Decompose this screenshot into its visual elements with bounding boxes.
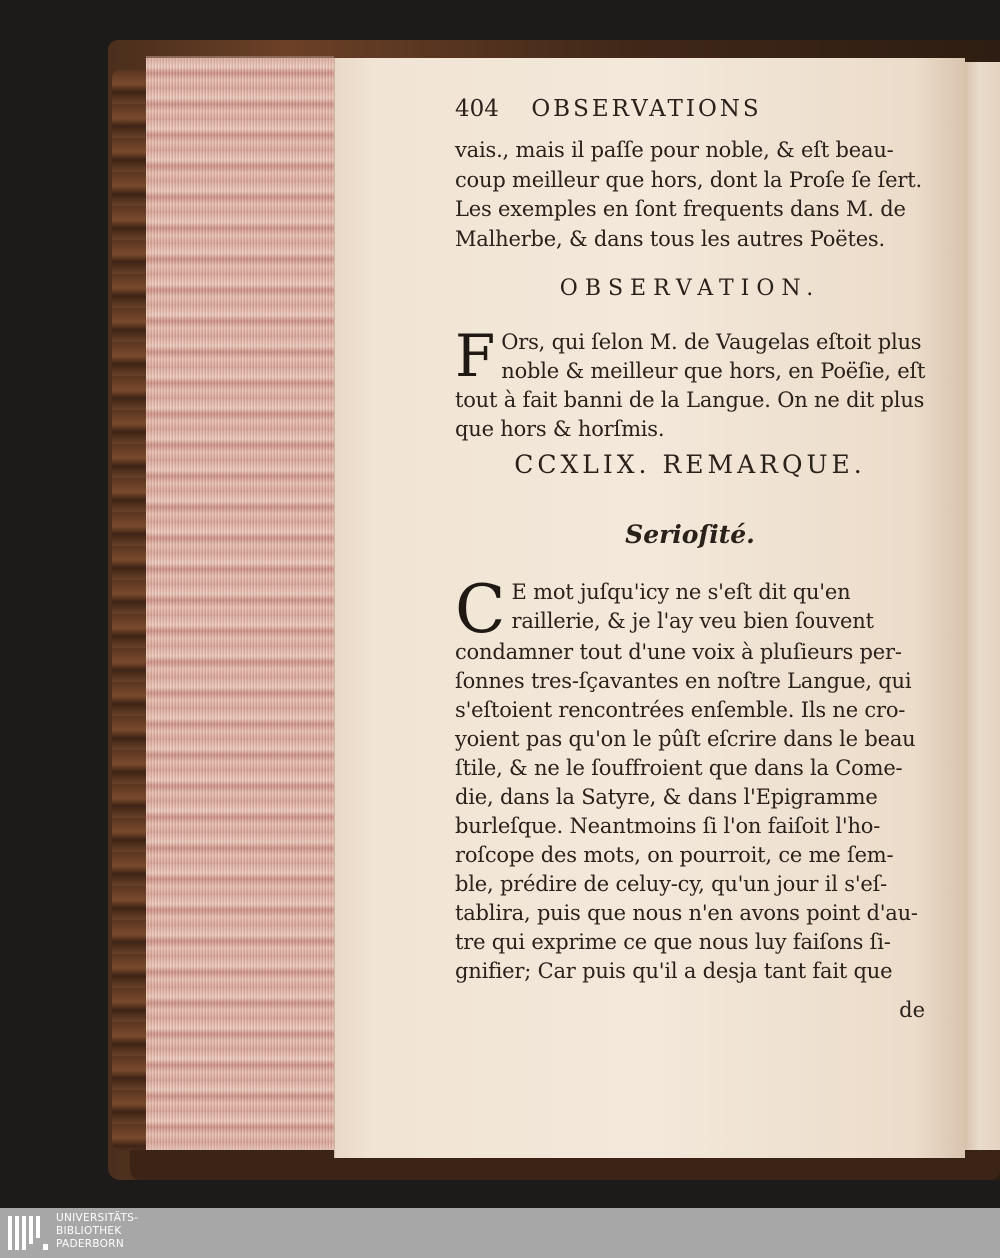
text-line: tout à fait banni de la Langue. On ne dit plus bbox=[455, 388, 925, 412]
text-line: Ors, qui ſelon M. de Vaugelas eſtoit plus bbox=[501, 330, 922, 354]
text-line: ble, prédire de celuy-cy, qu'un jour il s'eſ- bbox=[455, 872, 888, 896]
running-head bbox=[455, 96, 925, 122]
text-line: yoient pas qu'on le pûſt eſcrire dans le beau bbox=[455, 727, 916, 751]
text-line: coup meilleur que hors, dont la Proſe ſe ſert. bbox=[455, 167, 922, 192]
drop-cap: F bbox=[455, 322, 496, 390]
book-page bbox=[334, 58, 965, 1158]
text-line: condamner tout d'une voix à pluſieurs per- bbox=[455, 640, 902, 664]
text-line: que hors & horſmis. bbox=[455, 417, 665, 441]
text-line: burleſque. Neantmoins ſi l'on faiſoit l'ho- bbox=[455, 814, 881, 838]
footer-bar bbox=[0, 1208, 1000, 1258]
text-line: tablira, puis que nous n'en avons point d'au- bbox=[455, 901, 918, 925]
text-line: tre qui exprime ce que nous luy faiſons ſi- bbox=[455, 930, 891, 954]
drop-cap: C bbox=[455, 571, 506, 648]
intro-paragraph bbox=[455, 136, 925, 254]
text-line: Malherbe, & dans tous les autres Poëtes. bbox=[455, 226, 885, 251]
catchword: de bbox=[899, 998, 925, 1022]
text-line: s'eſtoient rencontrées enſemble. Ils ne cro- bbox=[455, 698, 906, 722]
text-line: vais., mais il paſſe pour noble, & eſt beau- bbox=[455, 138, 894, 162]
text-line: raillerie, & je l'ay veu bien ſouvent bbox=[511, 609, 874, 633]
remarque-paragraph bbox=[455, 571, 925, 986]
running-title: OBSERVATIONS bbox=[531, 96, 762, 122]
logo-line: PADERBORN bbox=[56, 1238, 124, 1250]
remarque-subject: Serioſité. bbox=[625, 520, 755, 549]
text-line: ſonnes tres-ſçavantes en noſtre Langue, qui bbox=[455, 669, 912, 693]
logo-line: BIBLIOTHEK bbox=[56, 1225, 122, 1237]
observation-paragraph bbox=[455, 322, 926, 444]
remarque-heading: CCXLIX. REMARQUE. bbox=[514, 450, 866, 479]
text-line: noble & meilleur que hors, en Poëſie, eſt bbox=[501, 359, 926, 383]
text-line: ſtile, & ne le ſouffroient que dans la Come- bbox=[455, 756, 903, 780]
facing-page-edge bbox=[962, 62, 1000, 1154]
library-logo-text bbox=[56, 1212, 138, 1251]
library-logo-icon bbox=[8, 1216, 48, 1250]
text-line: die, dans la Satyre, & dans l'Epigramme bbox=[455, 785, 878, 809]
text-line: Les exemples en ſont frequents dans M. de bbox=[455, 197, 906, 221]
page-edges bbox=[146, 56, 334, 1156]
logo-line: UNIVERSITÄTS- bbox=[56, 1212, 139, 1224]
text-line: gnifier; Car puis qu'il a desja tant fait que bbox=[455, 959, 893, 983]
text-line: roſcope des mots, on pourroit, ce me ſem- bbox=[455, 843, 894, 867]
text-line: E mot juſqu'icy ne s'eſt dit qu'en bbox=[511, 580, 851, 604]
page-number: 404 bbox=[455, 96, 499, 122]
observation-heading: OBSERVATION. bbox=[559, 276, 821, 301]
